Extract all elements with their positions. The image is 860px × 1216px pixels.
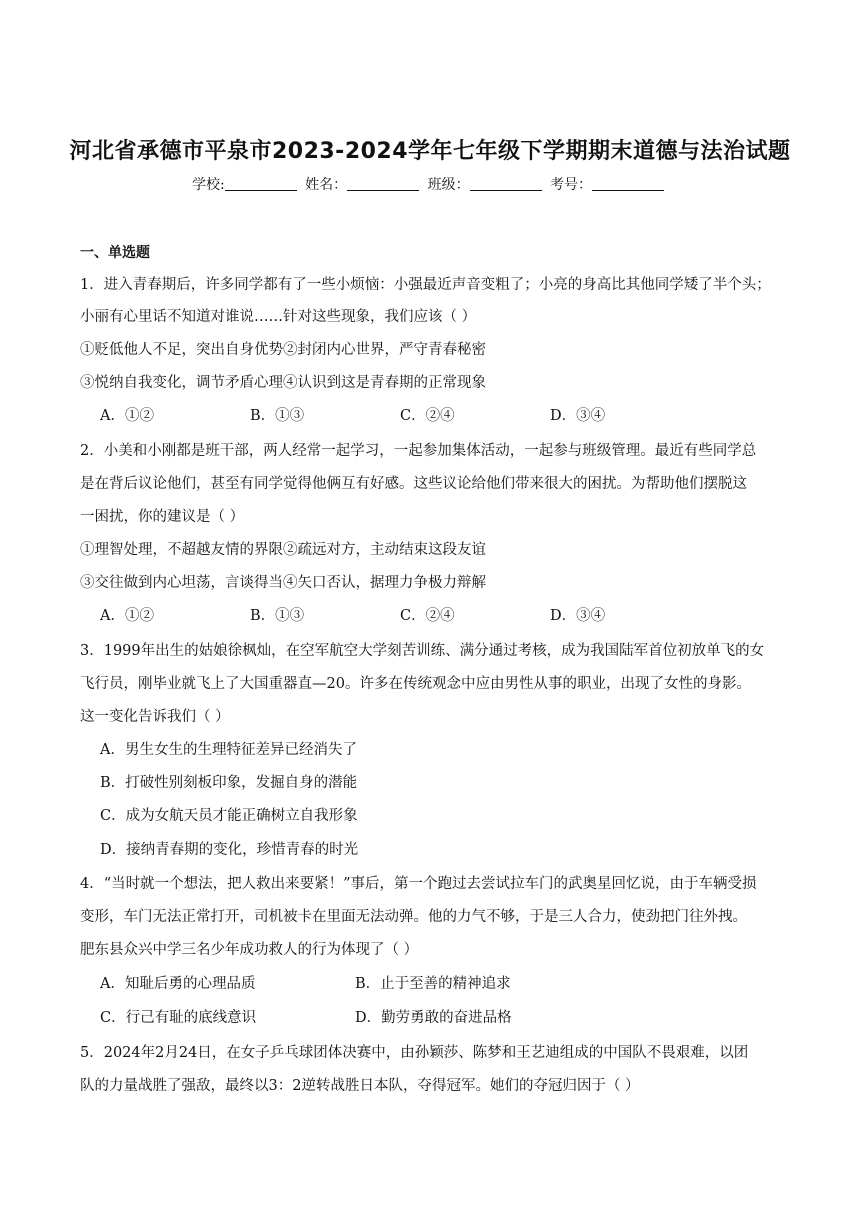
school-label: 学校: <box>191 177 225 193</box>
q4-line: 4．“当时就一个想法，把人救出来要紧！”事后，第一个跑过去尝试拉车门的武奥星回忆说，由于车辆受损 <box>80 876 757 892</box>
student-info-row <box>0 174 860 194</box>
q4-options-row2 <box>100 1006 610 1027</box>
q5-line: 5．2024年2月24日，在女子乒乓球团体决赛中，由孙颖莎、陈梦和王艺迪组成的中国队不畏艰难，以团 <box>80 1045 749 1061</box>
name-label: 姓名： <box>305 177 348 193</box>
q2-option-a: A．①② <box>100 608 154 624</box>
q3-option-d: D．接纳青春期的变化，珍惜青春的时光 <box>100 842 359 858</box>
class-label: 班级： <box>427 177 470 193</box>
class-blank <box>470 176 542 191</box>
exam-title: 河北省承德市平泉市2023-2024学年七年级下学期期末道德与法治试题 <box>69 139 791 164</box>
q1-line: 1．进入青春期后，许多同学都有了一些小烦恼：小强最近声音变粗了；小亮的身高比其他同学矮了半个头； <box>80 277 771 293</box>
q2-line: 一困扰，你的建议是（ ） <box>80 509 245 525</box>
q4-option-d: D．勤劳勇敢的奋进品格 <box>355 1010 512 1026</box>
q3-line: 飞行员，刚毕业就飞上了大国重器直—20。许多在传统观念中应由男性从事的职业，出现了女性的身影。 <box>80 676 751 692</box>
q3-line: 3．1999年出生的姑娘徐枫灿，在空军航空大学刻苦训练、满分通过考核，成为我国陆军首位初放单飞的女 <box>80 643 765 659</box>
q1-option-b: B．①③ <box>250 408 305 424</box>
q1-option-d: D．③④ <box>550 408 606 424</box>
q3-option-b: B．打破性别刻板印象，发掘自身的潜能 <box>100 775 358 791</box>
q1-option-a: A．①② <box>100 408 154 424</box>
q4-options-row1 <box>100 972 610 993</box>
name-blank <box>347 176 419 191</box>
q2-line: 是在背后议论他们，甚至有同学觉得他俩互有好感。这些议论给他们带来很大的困扰。为帮助他们摆脱这 <box>80 476 747 492</box>
q2-line: 2．小美和小刚都是班干部，两人经常一起学习，一起参加集体活动，一起参与班级管理。最近有些同学总 <box>80 443 757 459</box>
q1-statement: ③悦纳自我变化，调节矛盾心理④认识到这是青春期的正常现象 <box>80 375 486 391</box>
q3-line: 这一变化告诉我们（ ） <box>80 709 230 725</box>
q3-option-c: C．成为女航天员才能正确树立自我形象 <box>100 808 358 824</box>
q1-option-c: C．②④ <box>400 408 455 424</box>
q2-options <box>100 604 700 625</box>
school-blank <box>225 176 297 191</box>
section-heading: 一、单选题 <box>80 245 150 261</box>
q1-statement: ①贬低他人不足，突出自身优势②封闭内心世界，严守青春秘密 <box>80 342 486 358</box>
q2-option-c: C．②④ <box>400 608 455 624</box>
q4-option-c: C．行己有耻的底线意识 <box>100 1010 257 1026</box>
q2-statement: ③交往做到内心坦荡，言谈得当④矢口否认，据理力争极力辩解 <box>80 575 486 591</box>
q2-statement: ①理智处理，不超越友情的界限②疏远对方，主动结束这段友谊 <box>80 542 486 558</box>
q3-option-a: A．男生女生的生理特征差异已经消失了 <box>100 742 357 758</box>
q4-line: 肥东县众兴中学三名少年成功救人的行为体现了（ ） <box>80 942 419 958</box>
exam-number-blank <box>592 176 664 191</box>
exam-number-label: 考号： <box>550 177 593 193</box>
q5-line: 队的力量战胜了强敌，最终以3：2逆转战胜日本队，夺得冠军。她们的夺冠归因于（ ） <box>80 1078 640 1094</box>
q4-option-b: B．止于至善的精神追求 <box>355 976 511 992</box>
q1-line: 小丽有心里话不知道对谁说……针对这些现象，我们应该（ ） <box>80 309 477 325</box>
q2-option-d: D．③④ <box>550 608 606 624</box>
q4-option-a: A．知耻后勇的心理品质 <box>100 976 256 992</box>
q1-options <box>100 404 700 425</box>
q2-option-b: B．①③ <box>250 608 305 624</box>
q4-line: 变形，车门无法正常打开，司机被卡在里面无法动弹。他的力气不够，于是三人合力，使劲把门往外拽。 <box>80 909 747 925</box>
